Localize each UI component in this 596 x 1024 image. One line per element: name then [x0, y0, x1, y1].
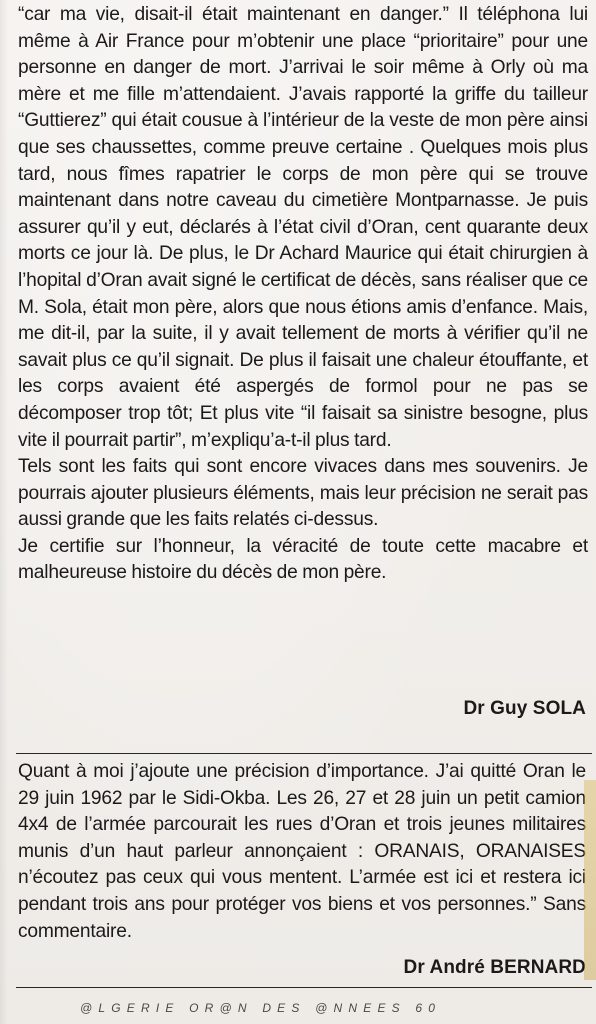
page-footer: @LGERIE OR@N DES @NNEES 60	[80, 1001, 442, 1015]
signature-guy-sola: Dr Guy SOLA	[463, 698, 586, 719]
signature-andre-bernard: Dr André BERNARD	[403, 957, 586, 978]
page-edge-shadow	[0, 0, 8, 1024]
paragraph-addendum: Quant à moi j’ajoute une précision d’importance. J’ai quitté Oran le 29 juin 1962 par le Sidi-Okba. Les 26, 27 et 28 juin un petit camion 4x4 de l’armée parcourait les rues d’Oran et trois jeunes militaires munis d’un haut parleur annonçaient : ORANAIS, ORANAISES n’écoutez pas ceux qui vous mentent. L’armée est ici et restera ici pendant trois ans pour protéger vos biens et vos personnes.” Sans commentaire.	[18, 761, 586, 942]
article-body	[18, 2, 588, 587]
footer-divider	[16, 987, 592, 988]
section-divider	[16, 753, 592, 754]
article-addendum	[18, 759, 586, 945]
paragraph-memories: Tels sont les faits qui sont encore vivaces dans mes souvenirs. Je pourrais ajouter plusieurs éléments, mais leur précision ne serait pas aussi grande que les faits relatés ci-dessus.	[18, 456, 588, 531]
page-side-strip	[584, 780, 596, 980]
paragraph-certification: Je certifie sur l’honneur, la véracité de toute cette macabre et malheureuse histoire du décès de mon père.	[18, 535, 588, 584]
paragraph-testimony: “car ma vie, disait-il était maintenant en danger.” Il téléphona lui même à Air France pour m’obtenir une place “prioritaire” pour une personne en danger de mort. J’arrivai le soir même à Orly où ma mère et me fille m’attendaient. J’avais rapporté la griffe du tailleur “Guttierez” qui était cousue à l’intérieur de la veste de mon père ainsi que ses chaussettes, comme preuve certaine . Quelques mois plus tard, nous fîmes rapatrier le corps de mon père qui se trouve maintenant dans notre caveau du cimetière Montparnasse. Je puis assurer qu’il y eut, déclarés à l’état civil d’Oran, cent quarante deux morts ce jour là. De plus, le Dr Achard Maurice qui était chirurgien à l’hopital d’Oran avait signé le certificat de décès, sans réaliser que ce M. Sola, était mon père, alors que nous étions amis d’enfance. Mais, me dit-il, par la suite, il y avait tellement de morts à vérifier qu’il ne savait plus ce qu’il signait. De plus il faisait une chaleur étouffante, et les corps avaient été aspergés de formol pour ne pas se décomposer trop tôt; Et plus vite “il faisait sa sinistre besogne, plus vite il pourrait partir”, m’expliqu’a-t-il plus tard.	[18, 4, 588, 451]
